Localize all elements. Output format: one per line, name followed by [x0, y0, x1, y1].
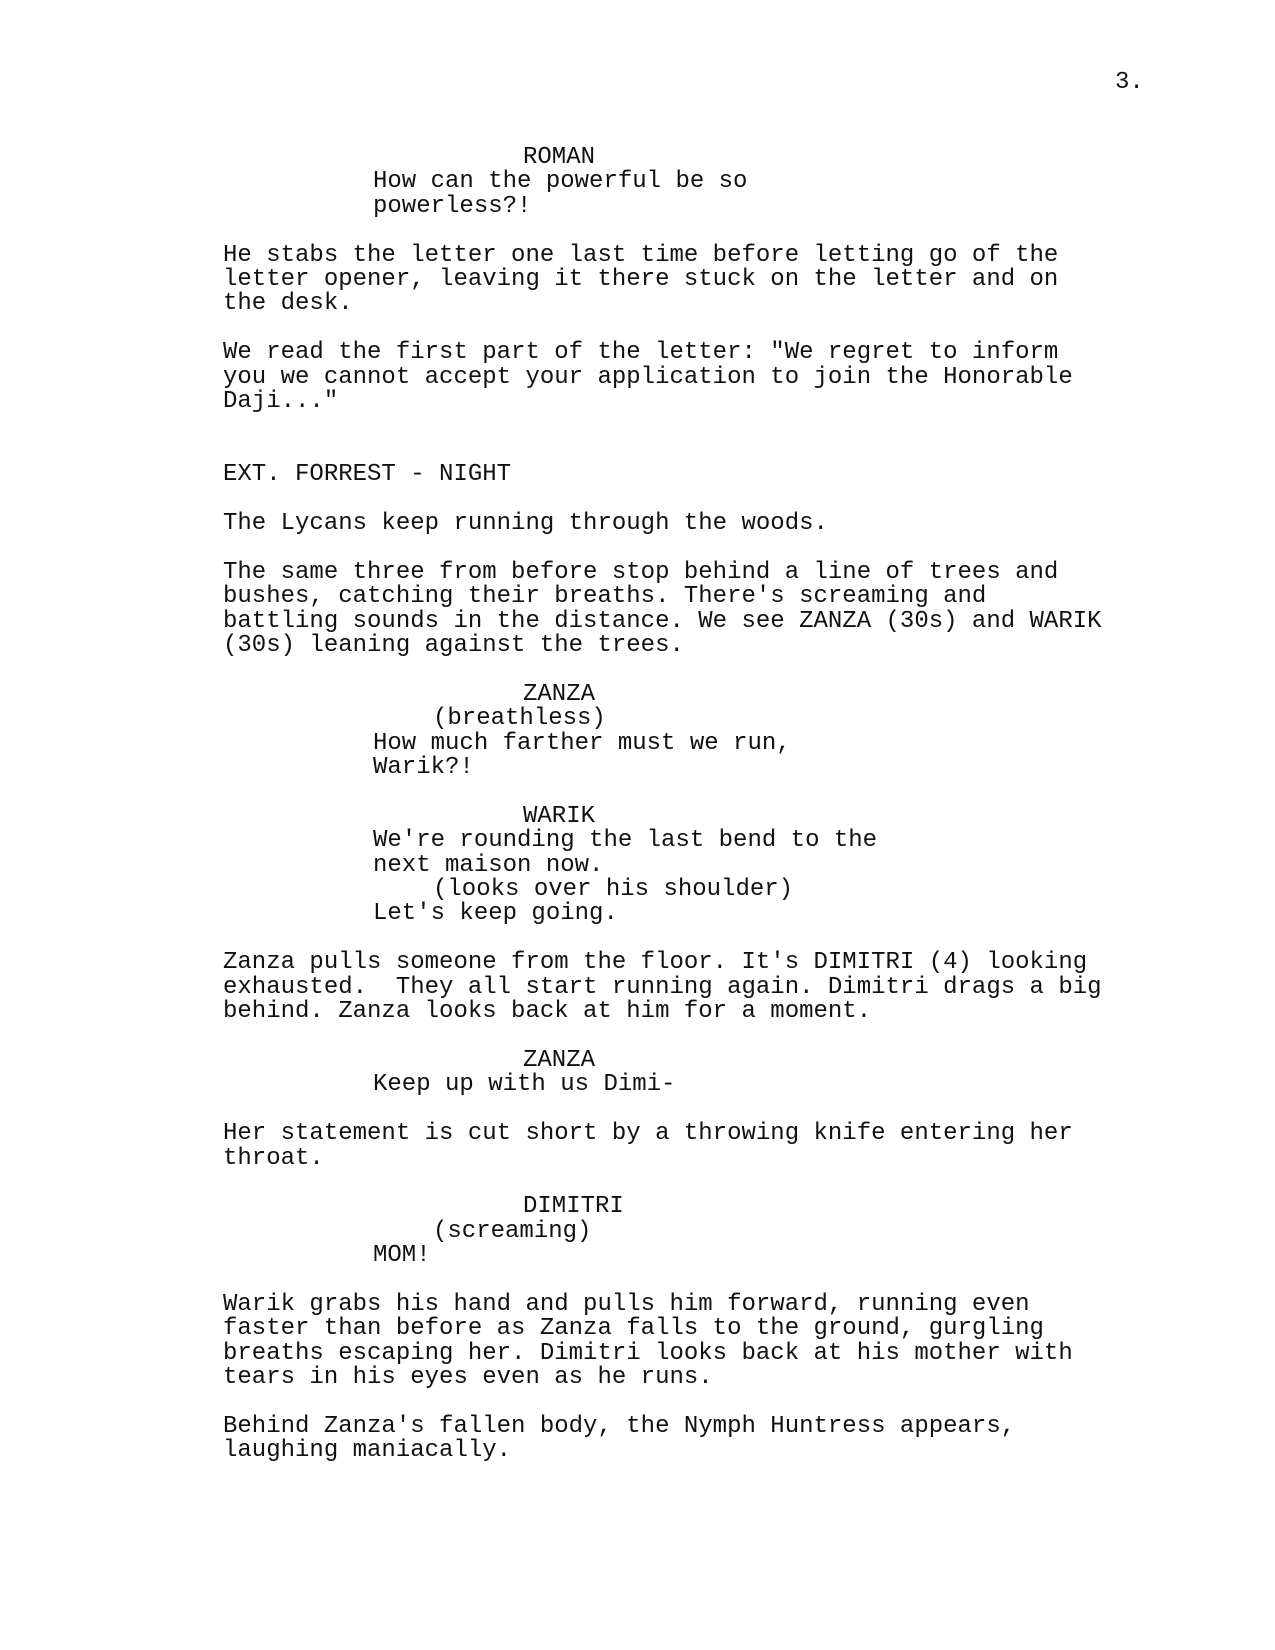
page-number: 3.: [1115, 69, 1144, 96]
parenthetical: (looks over his shoulder): [433, 876, 794, 904]
action-line: The Lycans keep running through the woods.: [223, 510, 828, 538]
dialogue: MOM!: [373, 1242, 431, 1270]
action-line: He stabs the letter one last time before letting go of the letter opener, leaving it there stuck on the letter and on the desk.: [223, 241, 1059, 318]
action-line: The same three from before stop behind a line of trees and bushes, catching their breaths. There's screaming and battling sounds in the distance. We see ZANZA (30s) and WARIK (30s) leaning against the trees.: [223, 558, 1102, 660]
dialogue: Let's keep going.: [373, 900, 618, 928]
character-name: WARIK: [523, 802, 596, 830]
action-line: Zanza pulls someone from the floor. It's DIMITRI (4) looking exhausted. They all start running again. Dimitri drags a big behind. Zanza looks back at him for a moment.: [223, 949, 1102, 1026]
scene-heading: EXT. FORREST - NIGHT: [223, 461, 512, 489]
character-name: ROMAN: [523, 144, 596, 171]
character-name: ZANZA: [523, 1046, 596, 1074]
parenthetical: (screaming): [433, 1217, 592, 1245]
dialogue: How much farther must we run, Warik?!: [373, 729, 791, 782]
action-line: Her statement is cut short by a throwing knife entering her throat.: [223, 1120, 1073, 1172]
parenthetical: (breathless): [433, 705, 606, 733]
action-line: Behind Zanza's fallen body, the Nymph Huntress appears, laughing maniacally.: [223, 1412, 1016, 1465]
action-line: We read the first part of the letter: "We regret to inform you we cannot accept your application to join the Honorable Daji...": [223, 339, 1073, 416]
dialogue: Keep up with us Dimi-: [373, 1071, 676, 1099]
action-line: Warik grabs his hand and pulls him forward, running even faster than before as Zanza falls to the ground, gurgling breaths escaping her. Dimitri looks back at his mother with tears in his eyes even as he runs.: [223, 1290, 1073, 1392]
dialogue: How can the powerful be so powerless?!: [373, 168, 748, 220]
character-name: ZANZA: [523, 680, 596, 708]
dialogue: We're rounding the last bend to the next maison now.: [373, 827, 878, 879]
character-name: DIMITRI: [523, 1193, 624, 1221]
screenplay-body: [223, 146, 1123, 1464]
